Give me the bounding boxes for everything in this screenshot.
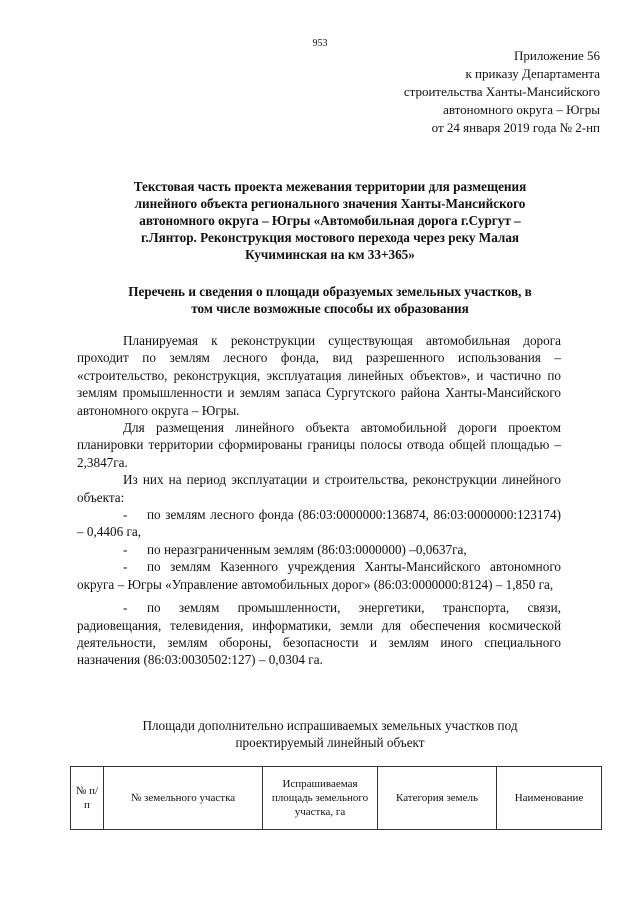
list-item-text: по землям лесного фонда (86:03:0000000:136874, 86:03:0000000:123174) – 0,4406 га, <box>77 507 561 540</box>
list-item <box>77 599 561 669</box>
page-number: 953 <box>312 38 328 49</box>
header-cell-plot: № земельного участка <box>104 767 263 830</box>
appendix-line: к приказу Департамента <box>465 66 600 81</box>
title-line: Текстовая часть проекта межевания территории для размещения <box>133 179 527 194</box>
title-line: линейного объекта регионального значения Ханты-Мансийского <box>134 196 526 211</box>
land-plots-table <box>70 766 602 830</box>
section-heading <box>70 283 590 317</box>
title-line: Кучиминская на км 33+365» <box>245 247 415 262</box>
title-line: г.Лянтор. Реконструкция мостового перехода через реку Малая <box>140 230 520 245</box>
list-item-text: по неразграниченным землям (86:03:0000000) –0,0637га, <box>147 541 467 557</box>
list-dash: - <box>123 541 128 557</box>
body-text <box>77 332 561 669</box>
list-item <box>77 506 561 541</box>
paragraph: Планируемая к реконструкции существующая автомобильная дорога проходит по землям лесного фонда, вид разрешенного использования – «строительство, реконструкция, эксплуатация линейных объектов», и частично по землям промышленности и землям запаса Сургутского района Ханты-Мансийского автономного округа – Югры. <box>77 333 561 418</box>
table-header-row <box>71 767 602 830</box>
appendix-block <box>404 47 600 137</box>
paragraph: Для размещения линейного объекта автомобильной дороги проектом планировки территории сформированы границы полосы отвода общей площадью – 2,3847га. <box>77 420 561 470</box>
header-cell-area: Испрашиваемая площадь земельного участка, га <box>263 767 378 830</box>
paragraph: Из них на период эксплуатации и строительства, реконструкции линейного объекта: <box>77 472 561 505</box>
heading-line: Перечень и сведения о площади образуемых земельных участков, в <box>128 284 532 299</box>
list-item-text: по землям Казенного учреждения Ханты-Мансийского автономного округа – Югры «Управление автомобильных дорог» (86:03:0000000:8124) – 1,850 га, <box>77 559 561 592</box>
heading-line: том числе возможные способы их образования <box>191 301 469 316</box>
list-item <box>77 541 561 558</box>
header-cell-number: № п/п <box>71 767 104 830</box>
appendix-line: строительства Ханты-Мансийского <box>403 84 600 99</box>
list-item <box>77 558 561 593</box>
caption-line: проектируемый линейный объект <box>235 735 425 750</box>
list-dash: - <box>123 507 128 523</box>
caption-line: Площади дополнительно испрашиваемых земельных участков под <box>142 718 518 733</box>
header-cell-category: Категория земель <box>378 767 497 830</box>
appendix-line: Приложение 56 <box>513 48 600 63</box>
list-dash: - <box>123 559 128 575</box>
table-caption <box>90 717 570 751</box>
appendix-line: от 24 января 2019 года № 2-нп <box>431 120 600 135</box>
header-cell-name: Наименование <box>497 767 602 830</box>
list-dash: - <box>123 600 128 616</box>
title-line: автономного округа – Югры «Автомобильная дорога г.Сургут – <box>139 213 521 228</box>
list-item-text: по землям промышленности, энергетики, транспорта, связи, радиовещания, телевидения, информатики, земли для обеспечения космической деятельности, землям обороны, безопасности и землям иного специального назначения (86:03:0030502:127) – 0,0304 га. <box>77 600 561 668</box>
appendix-line: автономного округа – Югры <box>443 102 600 117</box>
document-title <box>70 178 590 263</box>
